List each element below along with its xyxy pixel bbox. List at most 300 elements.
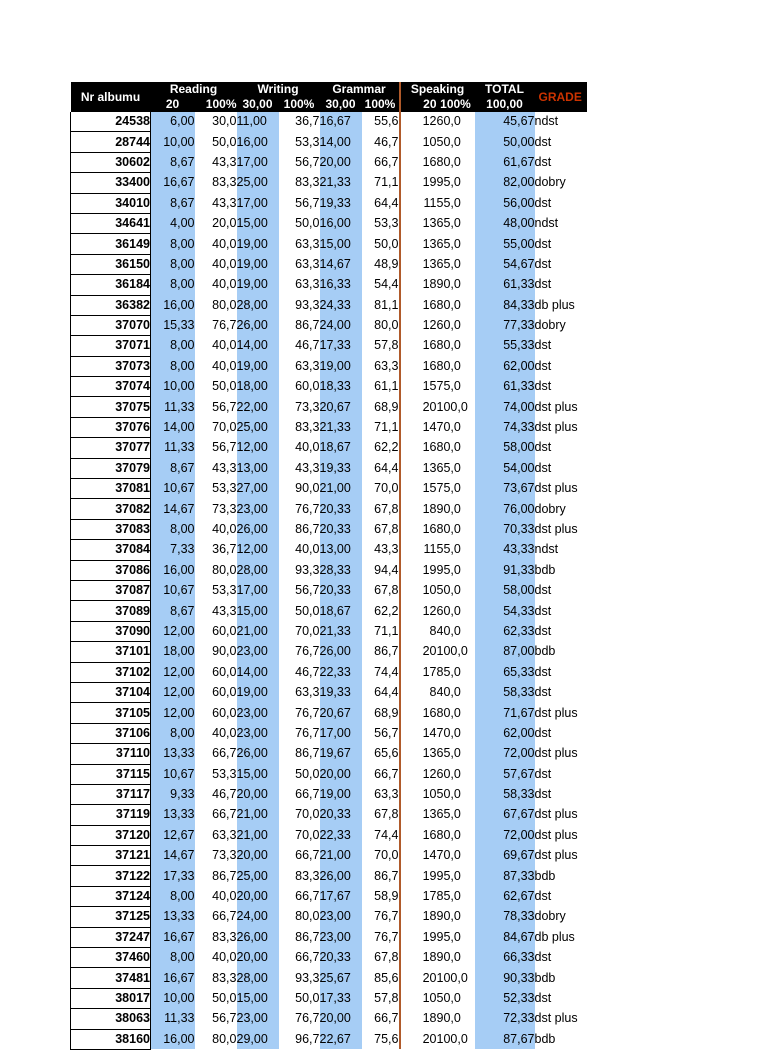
- speaking-score-cell: 20: [400, 1029, 437, 1049]
- student-id-cell: 37121: [71, 846, 151, 866]
- reading-score-cell: 11,33: [151, 1009, 195, 1029]
- speaking-percent-cell: 95,0: [436, 175, 461, 190]
- student-id-cell: 37105: [71, 703, 151, 723]
- total-cell: 62,67: [475, 886, 535, 906]
- speaking-percent-cell: 100,0: [436, 399, 468, 414]
- reading-percent-cell: 46,7: [212, 787, 237, 802]
- student-id-cell: 37247: [71, 927, 151, 947]
- student-id-cell: 37101: [71, 642, 151, 662]
- speaking-percent-cell: 75,0: [436, 379, 461, 394]
- reading-score-cell: 8,00: [151, 948, 195, 968]
- total-cell: 87,00: [475, 642, 535, 662]
- writing-percent-cell: 96,7: [295, 1031, 320, 1046]
- total-cell: 65,33: [475, 662, 535, 682]
- speaking-percent-cell: 55,0: [436, 542, 461, 557]
- grade-cell: dobry: [534, 501, 566, 516]
- reading-percent-cell: 56,7: [212, 399, 237, 414]
- speaking-score-cell: 10: [400, 580, 437, 600]
- header-writing-max: 30,00: [237, 97, 279, 112]
- grade-cell: bdb: [534, 868, 556, 883]
- reading-score-cell: 10,67: [151, 764, 195, 784]
- speaking-score-cell: 15: [400, 377, 437, 397]
- grammar-percent-cell: 65,6: [374, 746, 399, 761]
- table-row: [71, 132, 587, 152]
- table-row: [71, 805, 587, 825]
- total-cell: 84,67: [475, 927, 535, 947]
- student-id-cell: 33400: [71, 173, 151, 193]
- grammar-score-cell: 17,00: [320, 723, 362, 743]
- table-body: [71, 112, 587, 1049]
- speaking-score-cell: 16: [400, 825, 437, 845]
- speaking-percent-cell: 75,0: [436, 481, 461, 496]
- writing-score-cell: 15,00: [237, 601, 279, 621]
- reading-percent-cell: 60,0: [212, 685, 237, 700]
- table-row: [71, 886, 587, 906]
- reading-score-cell: 10,67: [151, 479, 195, 499]
- speaking-score-cell: 13: [400, 213, 437, 233]
- speaking-score-cell: 19: [400, 560, 437, 580]
- writing-score-cell: 19,00: [237, 356, 279, 376]
- writing-percent-cell: 53,3: [295, 134, 320, 149]
- writing-percent-cell: 40,0: [295, 440, 320, 455]
- student-id-cell: 37110: [71, 744, 151, 764]
- reading-percent-cell: 66,7: [212, 746, 237, 761]
- speaking-score-cell: 18: [400, 907, 437, 927]
- total-cell: 90,33: [475, 968, 535, 988]
- table-row: [71, 458, 587, 478]
- table-row: [71, 988, 587, 1008]
- speaking-percent-cell: 40,0: [436, 685, 461, 700]
- total-cell: 72,00: [475, 744, 535, 764]
- header-speaking-pct: 100%: [437, 97, 475, 112]
- grammar-score-cell: 14,67: [320, 254, 362, 274]
- grammar-score-cell: 20,00: [320, 764, 362, 784]
- speaking-score-cell: 20: [400, 968, 437, 988]
- reading-percent-cell: 60,0: [212, 623, 237, 638]
- reading-percent-cell: 60,0: [212, 705, 237, 720]
- speaking-percent-cell: 85,0: [436, 664, 461, 679]
- reading-score-cell: 8,00: [151, 336, 195, 356]
- table-row: [71, 682, 587, 702]
- grammar-score-cell: 21,00: [320, 846, 362, 866]
- writing-percent-cell: 86,7: [295, 929, 320, 944]
- grammar-percent-cell: 53,3: [374, 216, 399, 231]
- writing-percent-cell: 63,3: [295, 236, 320, 251]
- grammar-percent-cell: 58,9: [374, 889, 399, 904]
- reading-percent-cell: 66,7: [212, 807, 237, 822]
- writing-percent-cell: 86,7: [295, 522, 320, 536]
- header-writing: Writing: [237, 82, 320, 97]
- reading-score-cell: 8,67: [151, 458, 195, 478]
- grade-cell: db plus: [534, 297, 575, 312]
- speaking-percent-cell: 90,0: [436, 950, 461, 965]
- grades-table: [70, 82, 587, 1050]
- reading-score-cell: 16,67: [151, 968, 195, 988]
- grade-cell: bdb: [534, 1031, 556, 1046]
- reading-score-cell: 14,67: [151, 846, 195, 866]
- grade-cell: dobry: [534, 909, 566, 924]
- writing-score-cell: 29,00: [237, 1029, 279, 1049]
- grade-cell: dobry: [534, 318, 566, 333]
- grammar-score-cell: 23,00: [320, 907, 362, 927]
- student-id-cell: 37122: [71, 866, 151, 886]
- speaking-percent-cell: 65,0: [436, 256, 461, 271]
- grade-cell: dst: [534, 889, 552, 904]
- speaking-score-cell: 16: [400, 356, 437, 376]
- speaking-score-cell: 13: [400, 234, 437, 254]
- reading-score-cell: 8,00: [151, 356, 195, 376]
- total-cell: 58,00: [475, 580, 535, 600]
- header-grammar-max: 30,00: [320, 97, 362, 112]
- grade-cell: dst plus: [534, 705, 578, 720]
- grammar-score-cell: 19,33: [320, 458, 362, 478]
- grammar-percent-cell: 48,9: [374, 256, 399, 271]
- student-id-cell: 34641: [71, 213, 151, 233]
- grammar-percent-cell: 62,2: [374, 440, 399, 455]
- student-id-cell: 37481: [71, 968, 151, 988]
- total-cell: 66,33: [475, 948, 535, 968]
- speaking-percent-cell: 80,0: [436, 827, 461, 842]
- grammar-percent-cell: 62,2: [374, 603, 399, 618]
- writing-score-cell: 11,00: [237, 112, 279, 132]
- reading-percent-cell: 53,3: [212, 481, 237, 496]
- reading-score-cell: 12,00: [151, 621, 195, 641]
- total-cell: 62,33: [475, 621, 535, 641]
- speaking-score-cell: 16: [400, 519, 437, 539]
- grammar-percent-cell: 70,0: [374, 481, 399, 496]
- student-id-cell: 37117: [71, 784, 151, 804]
- writing-percent-cell: 50,0: [295, 990, 320, 1005]
- writing-score-cell: 17,00: [237, 580, 279, 600]
- reading-score-cell: 11,33: [151, 438, 195, 458]
- speaking-score-cell: 8: [400, 682, 437, 702]
- grammar-score-cell: 28,33: [320, 560, 362, 580]
- grammar-percent-cell: 76,7: [374, 909, 399, 924]
- reading-score-cell: 14,67: [151, 499, 195, 519]
- writing-percent-cell: 63,3: [295, 277, 320, 292]
- reading-percent-cell: 40,0: [212, 256, 237, 271]
- speaking-percent-cell: 40,0: [436, 623, 461, 638]
- writing-percent-cell: 70,0: [295, 623, 320, 638]
- writing-percent-cell: 86,7: [295, 318, 320, 333]
- grammar-percent-cell: 81,1: [374, 297, 399, 312]
- reading-score-cell: 16,00: [151, 560, 195, 580]
- writing-percent-cell: 50,0: [295, 216, 320, 231]
- student-id-cell: 36149: [71, 234, 151, 254]
- reading-score-cell: 8,00: [151, 254, 195, 274]
- table-row: [71, 948, 587, 968]
- writing-score-cell: 20,00: [237, 846, 279, 866]
- reading-percent-cell: 63,3: [212, 827, 237, 842]
- header-total: TOTAL: [475, 82, 535, 97]
- total-cell: 87,67: [475, 1029, 535, 1049]
- writing-percent-cell: 76,7: [295, 725, 320, 740]
- total-cell: 45,67: [475, 112, 535, 132]
- writing-percent-cell: 76,7: [295, 644, 320, 659]
- reading-percent-cell: 40,0: [212, 338, 237, 353]
- reading-score-cell: 7,33: [151, 540, 195, 560]
- table-row: [71, 397, 587, 417]
- speaking-percent-cell: 70,0: [436, 420, 461, 435]
- total-cell: 50,00: [475, 132, 535, 152]
- student-id-cell: 37082: [71, 499, 151, 519]
- writing-score-cell: 28,00: [237, 560, 279, 580]
- speaking-score-cell: 19: [400, 866, 437, 886]
- grammar-percent-cell: 86,7: [374, 868, 399, 883]
- table-row: [71, 580, 587, 600]
- total-cell: 61,33: [475, 377, 535, 397]
- grammar-score-cell: 20,33: [320, 948, 362, 968]
- writing-score-cell: 26,00: [237, 315, 279, 335]
- writing-score-cell: 14,00: [237, 662, 279, 682]
- speaking-percent-cell: 60,0: [436, 603, 461, 618]
- writing-percent-cell: 43,3: [295, 460, 320, 475]
- reading-score-cell: 4,00: [151, 213, 195, 233]
- table-row: [71, 275, 587, 295]
- header-grammar: Grammar: [320, 82, 400, 97]
- student-id-cell: 37115: [71, 764, 151, 784]
- reading-score-cell: 8,00: [151, 886, 195, 906]
- speaking-score-cell: 12: [400, 112, 437, 132]
- header-reading-max: 20: [151, 97, 195, 112]
- speaking-percent-cell: 80,0: [436, 440, 461, 455]
- grammar-percent-cell: 67,8: [374, 501, 399, 516]
- student-id-cell: 38063: [71, 1009, 151, 1029]
- reading-percent-cell: 73,3: [212, 848, 237, 863]
- table-row: [71, 213, 587, 233]
- speaking-score-cell: 15: [400, 479, 437, 499]
- total-cell: 67,67: [475, 805, 535, 825]
- writing-percent-cell: 93,3: [295, 970, 320, 985]
- writing-score-cell: 25,00: [237, 866, 279, 886]
- total-cell: 76,00: [475, 499, 535, 519]
- speaking-percent-cell: 55,0: [436, 195, 461, 210]
- speaking-percent-cell: 50,0: [436, 583, 461, 598]
- speaking-score-cell: 8: [400, 621, 437, 641]
- writing-percent-cell: 76,7: [295, 705, 320, 720]
- student-id-cell: 37460: [71, 948, 151, 968]
- grammar-percent-cell: 85,6: [374, 970, 399, 985]
- grammar-score-cell: 24,00: [320, 315, 362, 335]
- grade-cell: dst: [534, 990, 552, 1005]
- table-row: [71, 1009, 587, 1029]
- reading-score-cell: 10,00: [151, 132, 195, 152]
- table-row: [71, 601, 587, 621]
- total-cell: 57,67: [475, 764, 535, 784]
- grammar-percent-cell: 67,8: [374, 950, 399, 965]
- writing-score-cell: 14,00: [237, 336, 279, 356]
- student-id-cell: 37124: [71, 886, 151, 906]
- reading-score-cell: 11,33: [151, 397, 195, 417]
- speaking-percent-cell: 80,0: [436, 522, 461, 536]
- reading-percent-cell: 40,0: [212, 725, 237, 740]
- speaking-percent-cell: 80,0: [436, 154, 461, 169]
- writing-score-cell: 26,00: [237, 927, 279, 947]
- grammar-score-cell: 20,33: [320, 499, 362, 519]
- speaking-score-cell: 18: [400, 948, 437, 968]
- writing-percent-cell: 56,7: [295, 195, 320, 210]
- reading-score-cell: 16,67: [151, 927, 195, 947]
- reading-percent-cell: 40,0: [212, 358, 237, 373]
- grammar-percent-cell: 61,1: [374, 379, 399, 394]
- header-nr-albumu: Nr albumu: [71, 82, 151, 112]
- writing-score-cell: 21,00: [237, 805, 279, 825]
- table-row: [71, 744, 587, 764]
- reading-score-cell: 6,00: [151, 112, 195, 132]
- table-row: [71, 642, 587, 662]
- speaking-percent-cell: 90,0: [436, 1011, 461, 1026]
- grammar-score-cell: 17,33: [320, 336, 362, 356]
- speaking-score-cell: 18: [400, 1009, 437, 1029]
- grammar-score-cell: 19,33: [320, 682, 362, 702]
- table-row: [71, 254, 587, 274]
- writing-score-cell: 19,00: [237, 234, 279, 254]
- total-cell: 72,33: [475, 1009, 535, 1029]
- total-cell: 87,33: [475, 866, 535, 886]
- total-cell: 62,00: [475, 356, 535, 376]
- speaking-percent-cell: 50,0: [436, 134, 461, 149]
- reading-score-cell: 9,33: [151, 784, 195, 804]
- total-cell: 77,33: [475, 315, 535, 335]
- reading-score-cell: 8,00: [151, 234, 195, 254]
- total-cell: 74,33: [475, 417, 535, 437]
- writing-percent-cell: 46,7: [295, 338, 320, 353]
- speaking-percent-cell: 95,0: [436, 868, 461, 883]
- grade-cell: ndst: [534, 114, 559, 129]
- grade-cell: bdb: [534, 970, 556, 985]
- writing-percent-cell: 66,7: [295, 848, 320, 863]
- reading-score-cell: 12,00: [151, 682, 195, 702]
- grammar-score-cell: 18,67: [320, 601, 362, 621]
- speaking-score-cell: 16: [400, 295, 437, 315]
- speaking-percent-cell: 80,0: [436, 338, 461, 353]
- writing-percent-cell: 70,0: [295, 827, 320, 842]
- student-id-cell: 36382: [71, 295, 151, 315]
- grade-cell: dst: [534, 134, 552, 149]
- writing-score-cell: 17,00: [237, 152, 279, 172]
- grammar-percent-cell: 71,1: [374, 175, 399, 190]
- grade-cell: dst: [534, 236, 552, 251]
- student-id-cell: 37104: [71, 682, 151, 702]
- grammar-percent-cell: 55,6: [374, 114, 399, 129]
- reading-score-cell: 12,67: [151, 825, 195, 845]
- writing-percent-cell: 93,3: [295, 297, 320, 312]
- reading-percent-cell: 53,3: [212, 766, 237, 781]
- speaking-percent-cell: 50,0: [436, 990, 461, 1005]
- writing-percent-cell: 63,3: [295, 256, 320, 271]
- speaking-percent-cell: 100,0: [436, 644, 468, 659]
- student-id-cell: 37075: [71, 397, 151, 417]
- grade-cell: dst: [534, 440, 552, 455]
- grammar-score-cell: 20,33: [320, 805, 362, 825]
- speaking-percent-cell: 100,0: [436, 1031, 468, 1046]
- speaking-score-cell: 13: [400, 744, 437, 764]
- grammar-score-cell: 21,33: [320, 173, 362, 193]
- grade-cell: dst plus: [534, 827, 578, 842]
- table-row: [71, 438, 587, 458]
- student-id-cell: 34010: [71, 193, 151, 213]
- header-speaking: Speaking: [400, 82, 475, 97]
- grammar-score-cell: 22,67: [320, 1029, 362, 1049]
- speaking-percent-cell: 60,0: [436, 766, 461, 781]
- grammar-score-cell: 18,33: [320, 377, 362, 397]
- grade-cell: dst plus: [534, 807, 578, 822]
- grammar-score-cell: 14,00: [320, 132, 362, 152]
- reading-score-cell: 8,67: [151, 601, 195, 621]
- table-row: [71, 336, 587, 356]
- reading-percent-cell: 43,3: [212, 460, 237, 475]
- reading-score-cell: 13,33: [151, 907, 195, 927]
- reading-score-cell: 10,00: [151, 988, 195, 1008]
- speaking-score-cell: 12: [400, 315, 437, 335]
- reading-percent-cell: 40,0: [212, 889, 237, 904]
- header-grade: GRADE: [535, 82, 587, 112]
- reading-percent-cell: 43,3: [212, 154, 237, 169]
- speaking-score-cell: 12: [400, 764, 437, 784]
- student-id-cell: 38160: [71, 1029, 151, 1049]
- speaking-percent-cell: 65,0: [436, 807, 461, 822]
- writing-percent-cell: 40,0: [295, 542, 320, 557]
- grade-cell: dst: [534, 256, 552, 271]
- grammar-score-cell: 13,00: [320, 540, 362, 560]
- reading-percent-cell: 83,3: [212, 929, 237, 944]
- header-reading-pct: 100%: [195, 97, 237, 112]
- writing-score-cell: 19,00: [237, 254, 279, 274]
- total-cell: 56,00: [475, 193, 535, 213]
- table-row: [71, 560, 587, 580]
- speaking-score-cell: 14: [400, 417, 437, 437]
- table-row: [71, 825, 587, 845]
- table-row: [71, 234, 587, 254]
- writing-score-cell: 28,00: [237, 968, 279, 988]
- grammar-percent-cell: 64,4: [374, 460, 399, 475]
- table-row: [71, 784, 587, 804]
- table-row: [71, 723, 587, 743]
- table-row: [71, 295, 587, 315]
- student-id-cell: 37089: [71, 601, 151, 621]
- reading-score-cell: 8,67: [151, 193, 195, 213]
- speaking-percent-cell: 70,0: [436, 725, 461, 740]
- writing-score-cell: 20,00: [237, 948, 279, 968]
- reading-percent-cell: 30,0: [212, 114, 237, 129]
- reading-percent-cell: 43,3: [212, 603, 237, 618]
- speaking-score-cell: 18: [400, 499, 437, 519]
- speaking-score-cell: 17: [400, 886, 437, 906]
- speaking-score-cell: 16: [400, 703, 437, 723]
- writing-percent-cell: 60,0: [295, 379, 320, 394]
- table-row: [71, 193, 587, 213]
- writing-score-cell: 25,00: [237, 417, 279, 437]
- reading-percent-cell: 90,0: [212, 644, 237, 659]
- reading-percent-cell: 43,3: [212, 195, 237, 210]
- grammar-score-cell: 16,00: [320, 213, 362, 233]
- total-cell: 54,67: [475, 254, 535, 274]
- student-id-cell: 37083: [71, 519, 151, 539]
- grammar-score-cell: 17,33: [320, 988, 362, 1008]
- reading-score-cell: 13,33: [151, 805, 195, 825]
- grammar-percent-cell: 66,7: [374, 154, 399, 169]
- writing-score-cell: 26,00: [237, 744, 279, 764]
- writing-score-cell: 24,00: [237, 907, 279, 927]
- speaking-percent-cell: 60,0: [436, 318, 461, 333]
- grade-cell: db plus: [534, 929, 575, 944]
- table-row: [71, 173, 587, 193]
- grade-cell: dst: [534, 583, 552, 598]
- speaking-score-cell: 19: [400, 173, 437, 193]
- writing-score-cell: 27,00: [237, 479, 279, 499]
- grade-cell: dst: [534, 154, 552, 169]
- grammar-score-cell: 22,33: [320, 825, 362, 845]
